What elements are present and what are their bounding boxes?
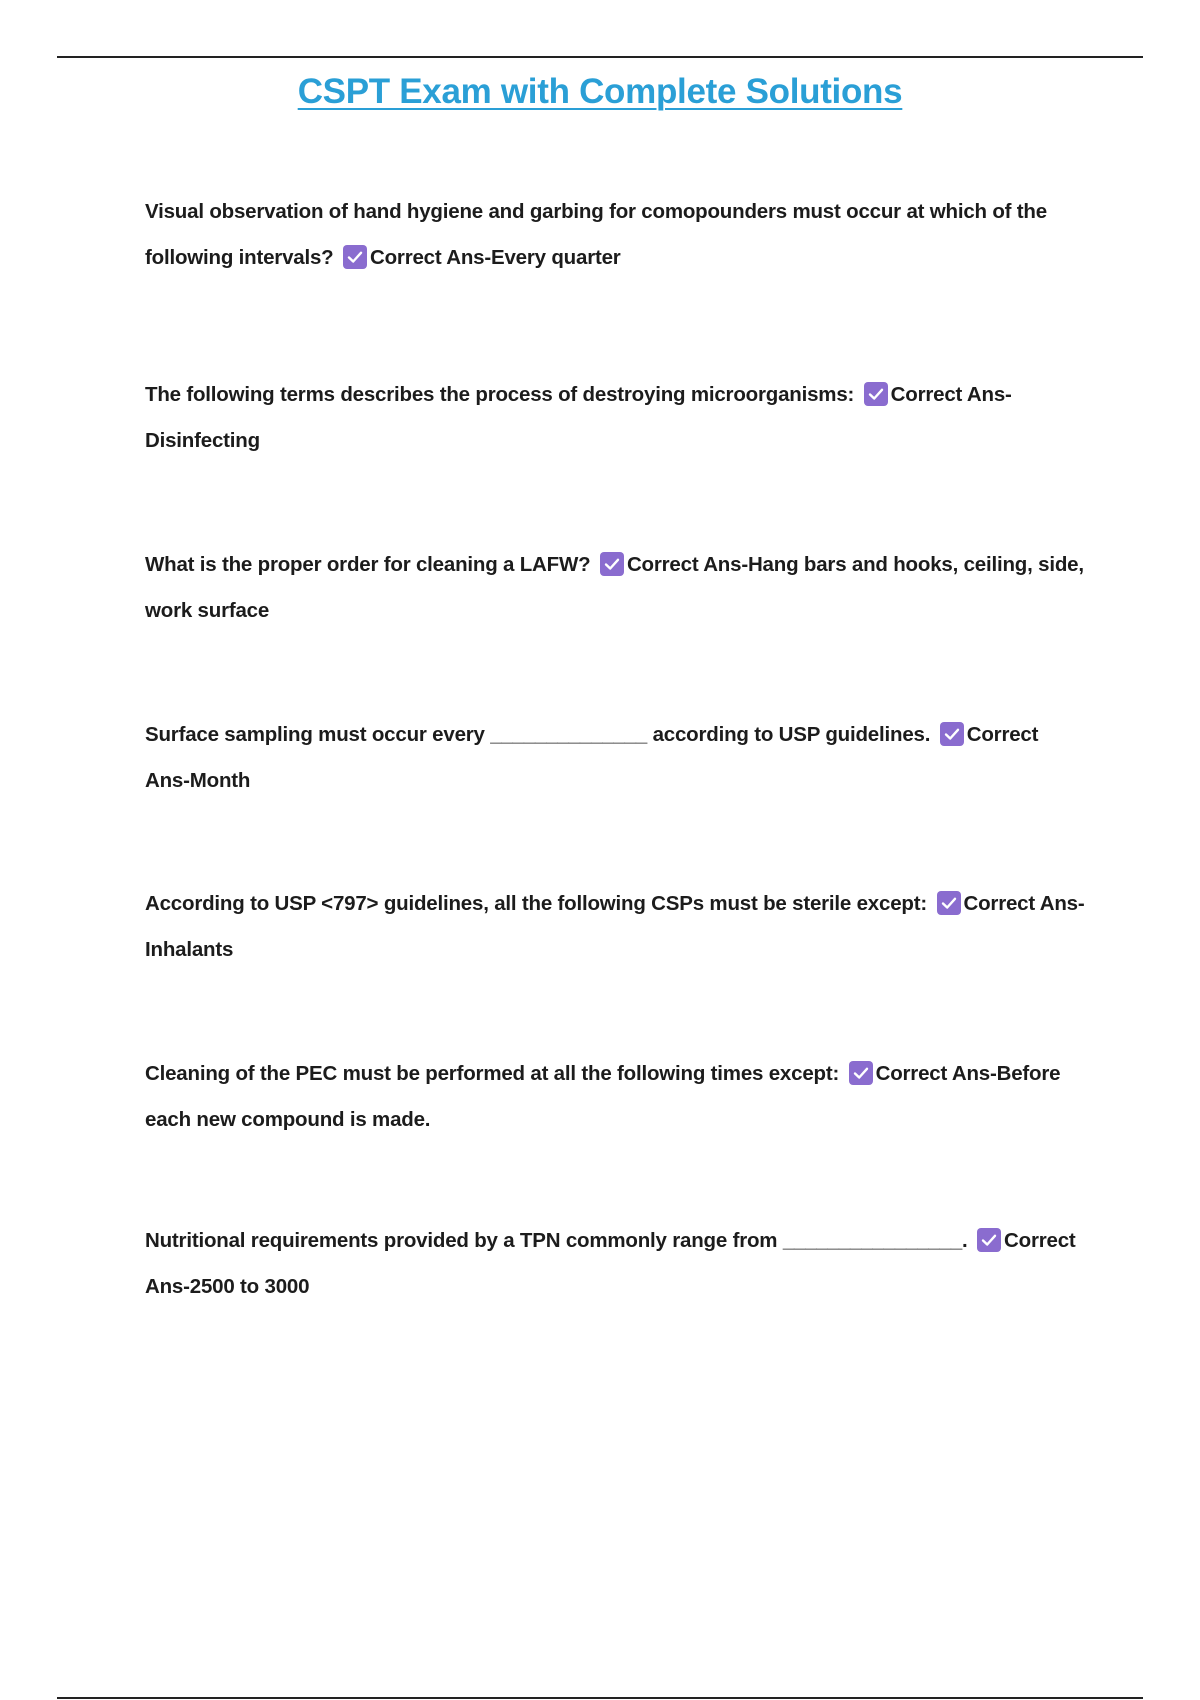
answer-text: Correct Ans-Every quarter xyxy=(370,246,621,269)
checkbox-checked-icon xyxy=(600,552,624,576)
qa-item-2 xyxy=(145,372,1085,464)
answer-text: Correct Ans-Hang bars and hooks, ceiling, side, work surface xyxy=(145,553,1084,622)
question-text: What is the proper order for cleaning a LAFW? xyxy=(145,553,591,576)
top-rule xyxy=(57,56,1143,58)
answer-text: Correct Ans-Disinfecting xyxy=(145,383,1012,452)
checkbox-checked-icon xyxy=(343,245,367,269)
checkbox-checked-icon xyxy=(864,382,888,406)
bottom-rule xyxy=(57,1697,1143,1699)
qa-item-5 xyxy=(145,881,1085,973)
qa-item-4 xyxy=(145,712,1085,804)
checkbox-checked-icon xyxy=(849,1061,873,1085)
question-text: The following terms describes the process of destroying microorganisms: xyxy=(145,383,855,406)
qa-item-3 xyxy=(145,542,1085,634)
checkbox-checked-icon xyxy=(940,722,964,746)
answer-text: Correct Ans-Month xyxy=(145,723,1039,792)
qa-item-1 xyxy=(145,189,1085,281)
question-text: Visual observation of hand hygiene and garbing for comopounders must occur at which of the following intervals? xyxy=(145,200,1047,269)
question-text: Nutritional requirements provided by a TPN commonly range from ________________. xyxy=(145,1229,968,1252)
checkbox-checked-icon xyxy=(937,891,961,915)
question-text: Cleaning of the PEC must be performed at all the following times except: xyxy=(145,1062,840,1085)
checkbox-checked-icon xyxy=(977,1228,1001,1252)
page-title xyxy=(0,72,1200,112)
answer-text: Correct Ans-2500 to 3000 xyxy=(145,1229,1076,1298)
answer-text: Correct Ans-Inhalants xyxy=(145,892,1085,961)
qa-item-6 xyxy=(145,1051,1085,1143)
qa-item-7 xyxy=(145,1218,1085,1310)
question-text: Surface sampling must occur every ______________ according to USP guidelines. xyxy=(145,723,931,746)
question-text: According to USP <797> guidelines, all the following CSPs must be sterile except: xyxy=(145,892,927,915)
title-text: CSPT Exam with Complete Solutions xyxy=(297,72,903,111)
answer-text: Correct Ans-Before each new compound is made. xyxy=(145,1062,1061,1131)
